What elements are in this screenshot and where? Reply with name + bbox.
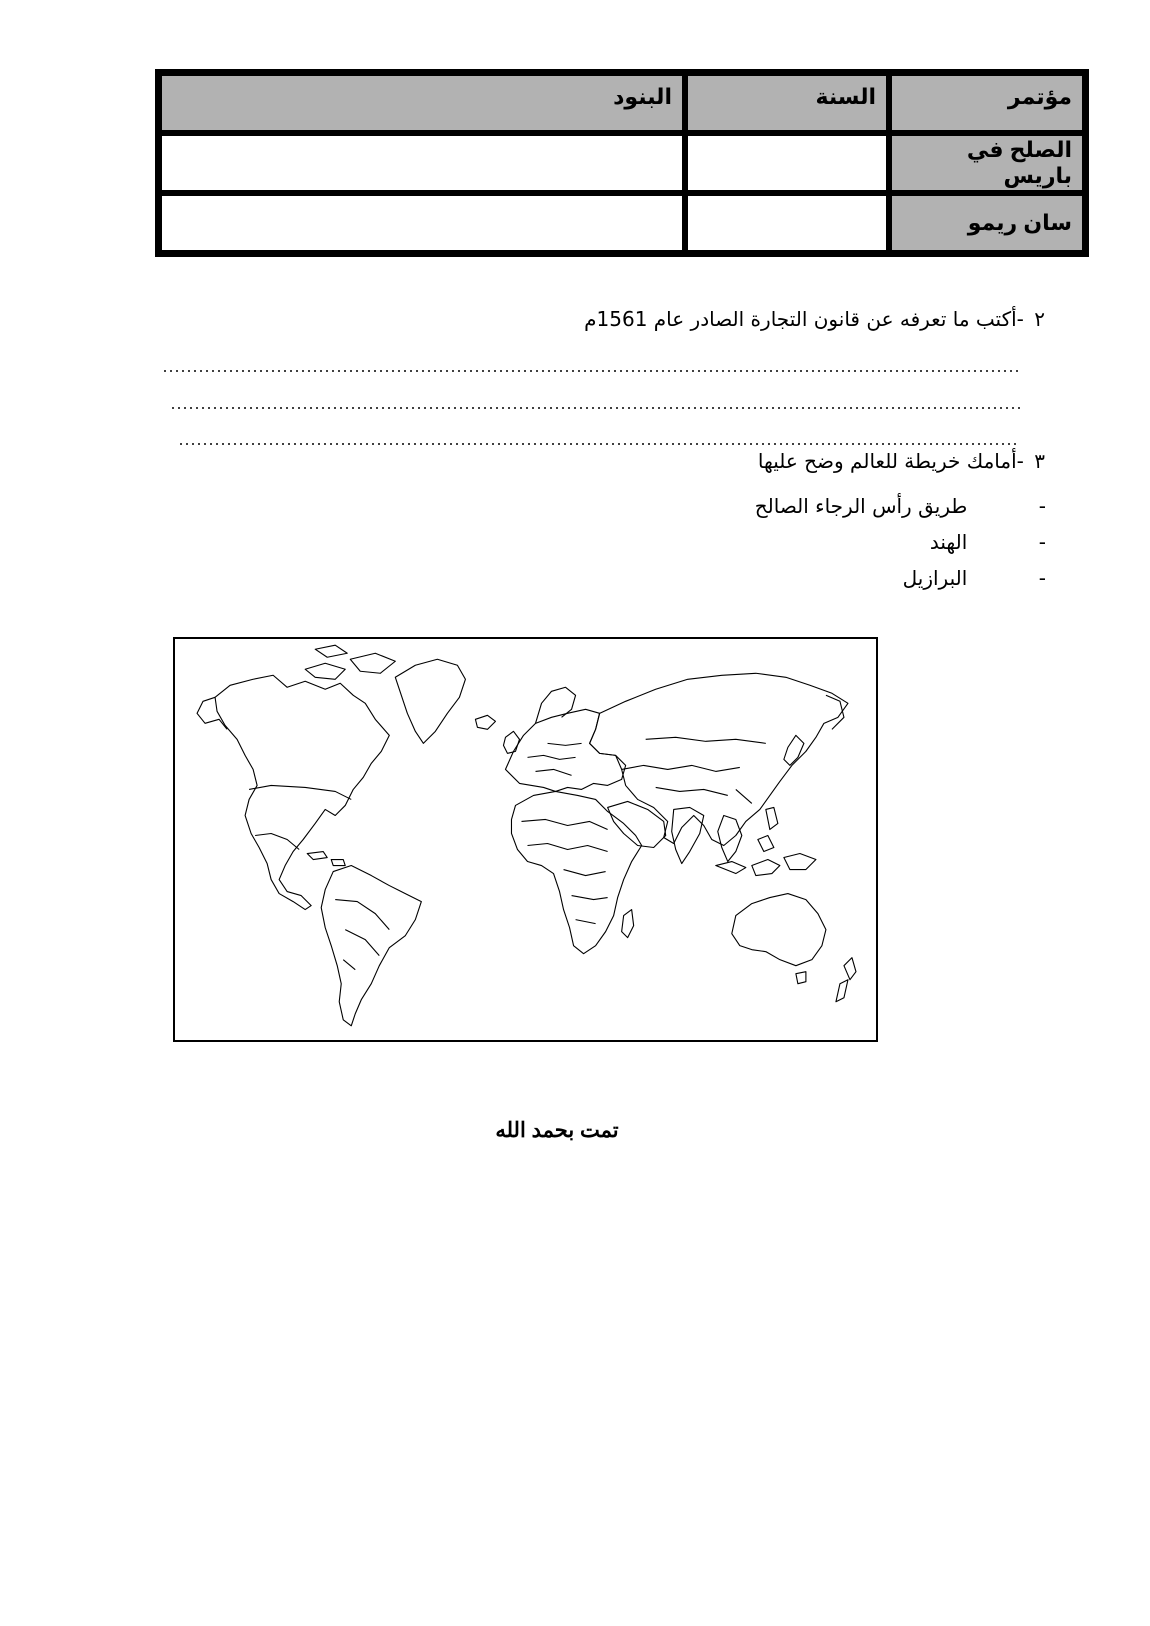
item-label: الهند bbox=[929, 530, 968, 554]
question-3-number: ٣ bbox=[1034, 449, 1045, 473]
europe-outline bbox=[505, 709, 625, 791]
indonesia-outline bbox=[716, 835, 816, 875]
answer-line-3[interactable] bbox=[178, 443, 1020, 445]
row-year-cell[interactable] bbox=[685, 193, 889, 253]
north-america-outline bbox=[215, 675, 389, 909]
canada-arctic-islands bbox=[305, 645, 395, 679]
question-3 bbox=[758, 449, 1045, 473]
india-outline bbox=[672, 807, 704, 863]
madagascar-outline bbox=[622, 910, 634, 938]
row-terms-cell[interactable] bbox=[159, 193, 685, 253]
world-map[interactable] bbox=[173, 637, 878, 1042]
greenland-outline bbox=[395, 659, 465, 743]
conference-table-frame bbox=[155, 69, 1089, 257]
question-3-text: -أمامك خريطة للعالم وضح عليها bbox=[757, 449, 1024, 473]
list-item: - البرازيل bbox=[902, 566, 1046, 590]
answer-line-2[interactable] bbox=[170, 407, 1020, 409]
europe-borders bbox=[528, 743, 582, 775]
item-label: طريق رأس الرجاء الصالح bbox=[754, 494, 968, 518]
closing-text bbox=[0, 1118, 1150, 1143]
alaska-outline bbox=[197, 697, 227, 729]
us-canada-border bbox=[249, 785, 351, 799]
africa-borders bbox=[521, 819, 607, 923]
uk-outline bbox=[503, 731, 519, 753]
south-america-outline bbox=[321, 866, 421, 1026]
philippines-outline bbox=[766, 807, 778, 829]
arabia-outline bbox=[608, 801, 666, 847]
us-mexico-border bbox=[255, 833, 299, 849]
row-year-cell[interactable] bbox=[685, 133, 889, 193]
asia-outline bbox=[590, 673, 848, 845]
south-america-borders bbox=[335, 900, 389, 970]
answer-line-1[interactable] bbox=[162, 370, 1022, 372]
tasmania-outline bbox=[796, 972, 806, 984]
iceland-outline bbox=[475, 715, 495, 729]
question-2-number: ٢ bbox=[1034, 307, 1045, 331]
header-conference: مؤتمر bbox=[889, 73, 1085, 133]
australia-outline bbox=[732, 894, 826, 966]
table-row bbox=[159, 133, 1085, 193]
question-2-text: -أكتب ما تعرفه عن قانون التجارة الصادر عام 1561م bbox=[584, 307, 1024, 331]
japan-outline bbox=[784, 735, 804, 765]
table-row bbox=[159, 193, 1085, 253]
list-item: - الهند bbox=[929, 530, 1046, 554]
new-zealand-outline bbox=[836, 958, 856, 1002]
row-conference: سان ريمو bbox=[889, 193, 1085, 253]
indochina-outline bbox=[718, 815, 742, 861]
row-terms-cell[interactable] bbox=[159, 133, 685, 193]
conference-table bbox=[159, 73, 1085, 253]
closing-label: تمت بحمد الله bbox=[495, 1119, 619, 1142]
asia-borders bbox=[622, 737, 766, 803]
question-2 bbox=[584, 307, 1045, 331]
row-conference: الصلح في باريس bbox=[889, 133, 1085, 193]
list-item: - طريق رأس الرجاء الصالح bbox=[754, 494, 1046, 518]
scandinavia-outline bbox=[536, 687, 576, 723]
question-3-items bbox=[754, 488, 1046, 596]
table-header-row bbox=[159, 73, 1085, 133]
caribbean-islands bbox=[307, 852, 345, 866]
header-year: السنة bbox=[685, 73, 889, 133]
item-label: البرازيل bbox=[902, 566, 968, 590]
header-terms: البنود bbox=[159, 73, 685, 133]
